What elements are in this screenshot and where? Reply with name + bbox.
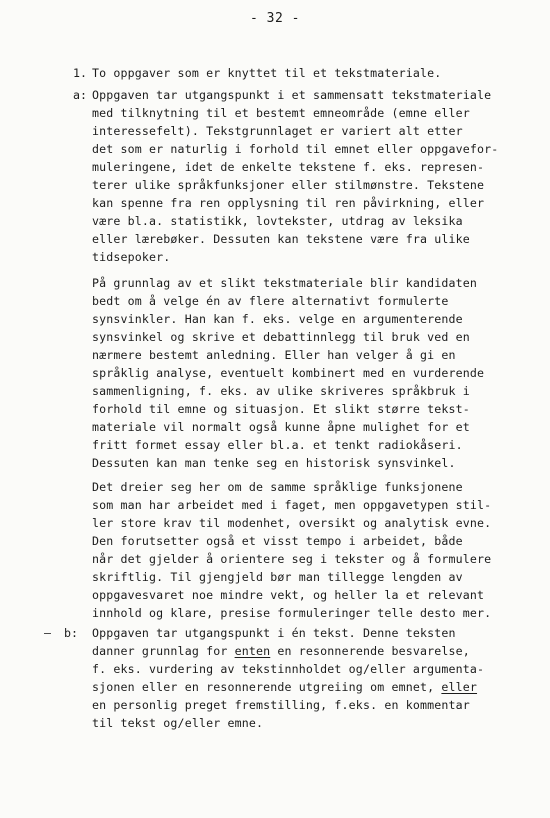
text-segment: en resonnerende besvarelse, [270, 644, 470, 658]
text-line: når det gjelder å orientere seg i tekster og å formulere [92, 552, 492, 566]
text-line: fritt formet essay eller bl.a. et tenkt radiokåseri. [92, 438, 463, 452]
item-b-marker: b: [64, 626, 78, 640]
text-line: synsvinkler. Han kan f. eks. velge en argumenterende [92, 312, 463, 326]
page-number: - 32 - [250, 11, 300, 26]
item-1-marker: 1. [73, 66, 87, 80]
text-line: som man har arbeidet med i faget, men oppgavetypen stil- [92, 498, 492, 512]
text-line: språklig analyse, eventuelt kombinert med en vurderende [92, 366, 485, 380]
text-line: muleringene, idet de enkelte tekstene f. eks. represen- [92, 160, 485, 174]
text-line: forhold til emne og situasjon. Et slikt større tekst- [92, 402, 470, 416]
text-line: skriftlig. Til gjengjeld bør man tillegge lengden av [92, 570, 463, 584]
text-line [92, 644, 470, 658]
text-line: oppgavesvaret noe mindre vekt, og heller la et relevant [92, 588, 485, 602]
text-line: nærmere bestemt anledning. Eller han velger å gi en [92, 348, 456, 362]
item-a-marker: a: [73, 88, 87, 102]
item-1-heading: To oppgaver som er knyttet til et tekstmateriale. [92, 66, 442, 80]
text-line: en personlig preget fremstilling, f.eks. en kommentar [92, 698, 470, 712]
text-line: tidsepoker. [92, 250, 171, 264]
text-line: terer ulike språkfunksjoner eller stilmønstre. Tekstene [92, 178, 485, 192]
text-line: Oppgaven tar utgangspunkt i et sammensatt tekstmateriale [92, 88, 492, 102]
text-line: På grunnlag av et slikt tekstmateriale blir kandidaten [92, 276, 478, 290]
text-line: Oppgaven tar utgangspunkt i én tekst. Denne teksten [92, 626, 456, 640]
text-line: være bl.a. statistikk, lovtekster, utdrag av leksika [92, 214, 463, 228]
underlined-word-eller: eller [441, 680, 478, 694]
text-line: f. eks. vurdering av tekstinnholdet og/eller argumenta- [92, 662, 485, 676]
text-line: bedt om å velge én av flere alternativt formulerte [92, 294, 449, 308]
text-line: innhold og klare, presise formuleringer telle desto mer. [92, 606, 492, 620]
text-line: Dessuten kan man tenke seg en historisk synsvinkel. [92, 456, 456, 470]
text-line: Det dreier seg her om de samme språklige funksjonene [92, 480, 463, 494]
text-line: Den forutsetter også et visst tempo i arbeidet, både [92, 534, 463, 548]
text-segment: danner grunnlag for [92, 644, 235, 658]
margin-dash: – [44, 626, 51, 640]
underlined-word-enten: enten [234, 644, 271, 658]
text-line: materiale vil normalt også kunne åpne mulighet for et [92, 420, 470, 434]
text-line: kan spenne fra ren opplysning til ren påvirkning, eller [92, 196, 485, 210]
text-line: synsvinkel og skrive et debattinnlegg til bruk ved en [92, 330, 470, 344]
text-line: det som er naturlig i forhold til emnet eller oppgavefor- [92, 142, 499, 156]
text-line: sammenligning, f. eks. av ulike skriveres språkbruk i [92, 384, 470, 398]
text-line: ler store krav til modenhet, oversikt og analytisk evne. [92, 516, 492, 530]
text-line [92, 680, 477, 694]
text-line: interessefelt). Tekstgrunnlaget er variert alt etter [92, 124, 463, 138]
text-line: med tilknytning til et bestemt emneområde (emne eller [92, 106, 470, 120]
text-line: eller lærebøker. Dessuten kan tekstene være fra ulike [92, 232, 470, 246]
text-segment: sjonen eller en resonnerende utgreiing om emnet, [92, 680, 442, 694]
text-line: til tekst og/eller emne. [92, 716, 264, 730]
